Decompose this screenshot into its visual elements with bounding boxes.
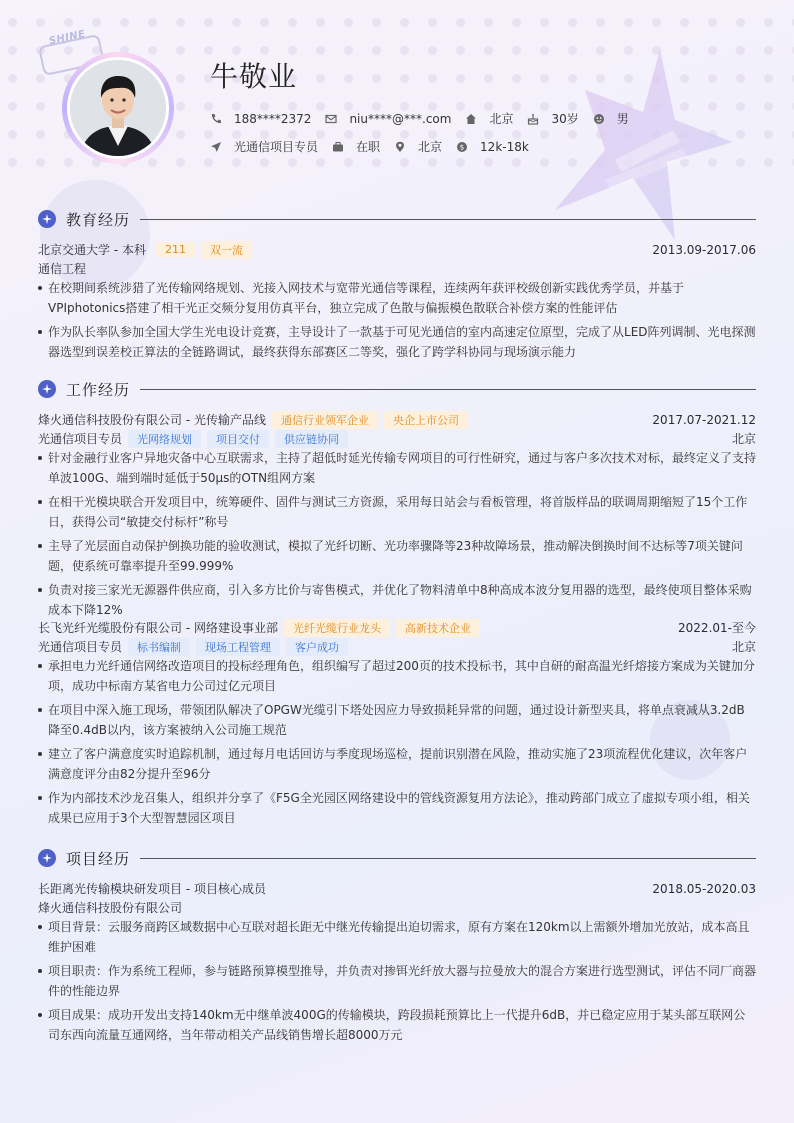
background-dot xyxy=(176,158,185,167)
background-dot xyxy=(456,74,465,83)
list-item: 项目成果：成功开发出支持140km无中继单波400G的传输模块，跨段损耗预算比上一代提升6dB，并已稳定应用于某头部互联网公司东西向流量互通网络，当年带动相关产品线销售增长超8000万元 xyxy=(38,1005,756,1045)
background-dot xyxy=(344,74,353,83)
background-dot xyxy=(260,18,269,27)
background-dot xyxy=(204,158,213,167)
section-title: 教育经历 xyxy=(66,210,131,229)
money-icon xyxy=(456,141,468,153)
job-period: 2022.01-至今 xyxy=(678,621,756,635)
contact-row xyxy=(210,110,643,127)
background-dot xyxy=(736,130,745,139)
job-role: 光通信项目专员 xyxy=(38,432,123,446)
background-dot xyxy=(36,130,45,139)
gender-text: 男 xyxy=(616,112,629,126)
background-dot xyxy=(512,74,521,83)
list-item: 负责对接三家光无源器件供应商，引入多方比价与寄售模式，并优化了物料清单中8种高成本波分复用器的选型，最终使项目整体采购成本下降12% xyxy=(38,580,756,620)
project-company: 烽火通信科技股份有限公司 xyxy=(38,901,183,915)
background-dot xyxy=(652,18,661,27)
list-item: 项目背景：云服务商跨区域数据中心互联对超长距无中继光传输提出迫切需求，原有方案在120km以上需额外增加光放站，成本高且维护困难 xyxy=(38,917,756,957)
background-dot xyxy=(428,46,437,55)
background-dot xyxy=(8,102,17,111)
company-name: 烽火通信科技股份有限公司 - 光传输产品线 xyxy=(38,413,266,427)
background-dot xyxy=(484,46,493,55)
age-text: 30岁 xyxy=(551,112,579,126)
city-item xyxy=(394,138,442,155)
background-dot xyxy=(372,46,381,55)
job-period: 2017.07-2021.12 xyxy=(652,412,756,427)
email-text: niu****@***.com xyxy=(349,111,452,126)
project-bullets xyxy=(38,917,756,1045)
background-dot xyxy=(64,158,73,167)
job-bullets xyxy=(38,448,756,620)
background-dot xyxy=(736,74,745,83)
background-dot xyxy=(484,158,493,167)
work-section xyxy=(38,378,756,832)
cake-icon xyxy=(527,113,539,125)
background-dot xyxy=(344,46,353,55)
background-dot xyxy=(8,46,17,55)
list-item: 作为内部技术沙龙召集人，组织并分享了《F5G全光园区网络建设中的管线资源复用方法论》，推动跨部门成立了虚拟专项小组，相关成果已应用于3个大型智慧园区项目 xyxy=(38,788,756,828)
background-dot xyxy=(736,102,745,111)
role-tag: 供应链协同 xyxy=(275,430,348,448)
job-target-item xyxy=(210,138,318,155)
role-tag: 现场工程管理 xyxy=(196,638,280,656)
sparkle-icon xyxy=(38,210,56,228)
job-location: 北京 xyxy=(731,640,756,654)
background-dot xyxy=(512,46,521,55)
phone-item xyxy=(210,112,311,126)
status-text: 在职 xyxy=(356,140,381,154)
background-dot xyxy=(260,46,269,55)
background-dot xyxy=(708,18,717,27)
role-tag: 客户成功 xyxy=(286,638,348,656)
section-header xyxy=(38,847,756,869)
background-dot xyxy=(624,18,633,27)
background-dot xyxy=(148,158,157,167)
background-dot xyxy=(568,18,577,27)
background-dot xyxy=(120,18,129,27)
background-dot xyxy=(36,102,45,111)
company-tag: 光纤光缆行业龙头 xyxy=(284,619,390,637)
background-dot xyxy=(372,158,381,167)
background-dot xyxy=(428,158,437,167)
school-tag: 双一流 xyxy=(201,241,252,259)
phone-icon xyxy=(210,113,222,125)
background-dot xyxy=(400,74,409,83)
school-name: 北京交通大学 - 本科 xyxy=(38,243,146,257)
phone-text: 188****2372 xyxy=(234,111,312,126)
school-tag: 211 xyxy=(156,242,195,257)
background-dot xyxy=(512,158,521,167)
job-target-text: 光通信项目专员 xyxy=(234,140,319,154)
background-dot xyxy=(176,18,185,27)
background-dot xyxy=(400,158,409,167)
section-title: 工作经历 xyxy=(66,380,131,399)
education-bullets xyxy=(38,278,756,362)
background-dot xyxy=(316,46,325,55)
background-dot xyxy=(176,102,185,111)
background-dot xyxy=(456,18,465,27)
email-item xyxy=(325,112,451,126)
sparkle-icon xyxy=(38,380,56,398)
background-dot xyxy=(372,74,381,83)
background-dot xyxy=(288,18,297,27)
education-period: 2013.09-2017.06 xyxy=(652,242,756,257)
background-dot xyxy=(680,18,689,27)
background-dot xyxy=(316,74,325,83)
background-dot xyxy=(8,158,17,167)
background-dot xyxy=(260,158,269,167)
list-item: 在相干光模块联合开发项目中，统筹硬件、固件与测试三方资源，采用每日站会与看板管理，将首版样品的联调周期缩短了15个工作日，获得公司“敏捷交付标杆”称号 xyxy=(38,492,756,532)
role-tag: 光网络规划 xyxy=(128,430,201,448)
section-divider xyxy=(140,389,756,390)
background-dot xyxy=(232,158,241,167)
background-dot xyxy=(288,46,297,55)
hometown-item xyxy=(465,110,513,127)
job-entry xyxy=(38,410,756,620)
background-dot xyxy=(316,18,325,27)
background-dot xyxy=(764,130,773,139)
background-dot xyxy=(344,18,353,27)
background-dot xyxy=(232,46,241,55)
major: 通信工程 xyxy=(38,262,87,276)
mail-icon xyxy=(325,113,337,125)
job-intent-row xyxy=(210,138,543,155)
background-dot xyxy=(736,158,745,167)
project-section xyxy=(38,847,756,1049)
background-dot xyxy=(232,18,241,27)
background-dot xyxy=(344,158,353,167)
list-item: 在校期间系统涉猎了光传输网络规划、光接入网技术与宽带光通信等课程，连续两年获评校级创新实践优秀学员，并基于VPIphotonics搭建了相干光正交频分复用仿真平台，独立完成了色散与偏振模色散联合补偿方案的性能评估 xyxy=(38,278,756,318)
background-dot xyxy=(400,46,409,55)
candidate-name: 牛敬业 xyxy=(210,60,298,93)
svg-text:$: $ xyxy=(459,143,465,152)
background-dot xyxy=(148,46,157,55)
list-item: 主导了光层面自动保护倒换功能的验收测试，模拟了光纤切断、光功率骤降等23种故障场景，推动解决倒换时间不达标等7项关键问题，使系统可靠率提升至99.999% xyxy=(38,536,756,576)
background-dot xyxy=(764,158,773,167)
background-dot xyxy=(92,18,101,27)
section-header xyxy=(38,378,756,400)
list-item: 承担电力光纤通信网络改造项目的投标经理角色，组织编写了超过200页的技术投标书，其中自研的耐高温光纤熔接方案成为关键加分项，成功中标南方某省电力公司过亿元项目 xyxy=(38,656,756,696)
location-pin-icon xyxy=(394,141,406,153)
background-dot xyxy=(540,74,549,83)
background-dot xyxy=(512,18,521,27)
background-dot xyxy=(8,74,17,83)
gender-item xyxy=(593,110,629,127)
background-dot xyxy=(456,46,465,55)
home-icon xyxy=(465,113,477,125)
background-dot xyxy=(428,18,437,27)
company-name: 长飞光纤光缆股份有限公司 - 网络建设事业部 xyxy=(38,621,278,635)
background-dot xyxy=(764,46,773,55)
list-item: 作为队长率队参加全国大学生光电设计竞赛，主导设计了一款基于可见光通信的室内高速定位原型，完成了从LED阵列调制、光电探测器选型到误差校正算法的全链路调试，最终获得东部赛区二等奖，强化了跨学科协同与现场演示能力 xyxy=(38,322,756,362)
status-item xyxy=(332,138,380,155)
background-dot xyxy=(372,18,381,27)
background-dot xyxy=(736,46,745,55)
project-name: 长距离光传输模块研发项目 - 项目核心成员 xyxy=(38,882,266,896)
section-divider xyxy=(140,219,756,220)
background-dot xyxy=(540,158,549,167)
background-dot xyxy=(36,158,45,167)
job-location: 北京 xyxy=(731,432,756,446)
job-role: 光通信项目专员 xyxy=(38,640,123,654)
section-title: 项目经历 xyxy=(66,849,131,868)
background-dot xyxy=(176,46,185,55)
background-dot xyxy=(204,46,213,55)
briefcase-icon xyxy=(332,141,344,153)
background-dot xyxy=(288,158,297,167)
background-dot xyxy=(316,158,325,167)
company-tag: 通信行业领军企业 xyxy=(272,411,378,429)
send-icon xyxy=(210,141,222,153)
background-dot xyxy=(204,18,213,27)
section-divider xyxy=(140,858,756,859)
city-text: 北京 xyxy=(418,140,443,154)
salary-text: 12k-18k xyxy=(480,139,529,154)
background-dot xyxy=(764,74,773,83)
sparkle-icon xyxy=(38,849,56,867)
background-dot xyxy=(148,18,157,27)
background-dot xyxy=(764,102,773,111)
education-section xyxy=(38,208,756,366)
project-period: 2018.05-2020.03 xyxy=(652,881,756,896)
age-item xyxy=(527,110,578,127)
list-item: 针对金融行业客户异地灾备中心互联需求，主持了超低时延光传输专网项目的可行性研究，通过与客户多次技术对标，最终定义了支持单波100G、端到端时延低于50μs的OTN组网方案 xyxy=(38,448,756,488)
background-dot xyxy=(428,74,437,83)
shine-badge-text: SHINE xyxy=(48,28,87,48)
job-entry xyxy=(38,618,756,828)
list-item: 建立了客户满意度实时追踪机制，通过每月电话回访与季度现场巡检，提前识别潜在风险，推动实施了23项流程优化建议，次年客户满意度评分由82分提升至96分 xyxy=(38,744,756,784)
background-dot xyxy=(8,130,17,139)
education-header xyxy=(38,240,756,259)
role-tag: 项目交付 xyxy=(207,430,269,448)
background-dot xyxy=(484,74,493,83)
background-dot xyxy=(596,18,605,27)
avatar xyxy=(70,60,166,156)
gender-icon xyxy=(593,113,605,125)
list-item: 项目职责：作为系统工程师，参与链路预算模型推导，并负责对掺铒光纤放大器与拉曼放大的混合方案进行选型测试，评估不同厂商器件的性能边界 xyxy=(38,961,756,1001)
background-dot xyxy=(8,18,17,27)
salary-item xyxy=(456,140,529,154)
background-dot xyxy=(484,18,493,27)
background-dot xyxy=(540,18,549,27)
background-dot xyxy=(176,74,185,83)
hometown-text: 北京 xyxy=(489,112,514,126)
avatar-frame xyxy=(62,52,174,164)
background-dot xyxy=(456,158,465,167)
company-tag: 央企上市公司 xyxy=(384,411,468,429)
section-header xyxy=(38,208,756,230)
background-dot xyxy=(764,18,773,27)
background-dot xyxy=(400,18,409,27)
background-dot xyxy=(540,46,549,55)
background-dot xyxy=(36,18,45,27)
background-dot xyxy=(176,130,185,139)
background-dot xyxy=(64,18,73,27)
role-tag: 标书编制 xyxy=(128,638,190,656)
list-item: 在项目中深入施工现场，带领团队解决了OPGW光缆引下塔处因应力导致损耗异常的问题，通过设计新型夹具，将单点衰减从3.2dB降至0.4dB以内，该方案被纳入公司施工规范 xyxy=(38,700,756,740)
company-tag: 高新技术企业 xyxy=(396,619,480,637)
job-bullets xyxy=(38,656,756,828)
background-dot xyxy=(736,18,745,27)
